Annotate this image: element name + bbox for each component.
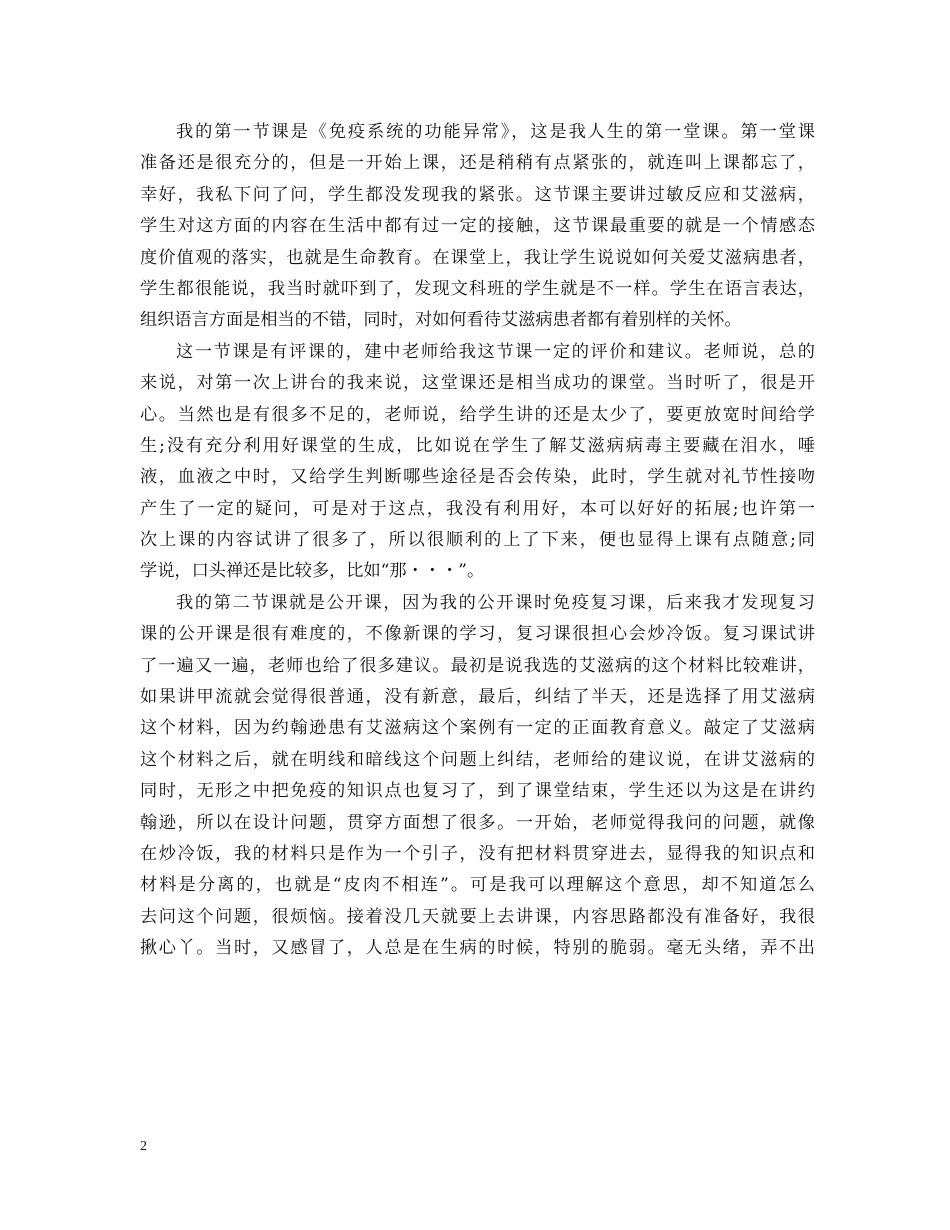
paragraph-1-line-1: 我的第一节课是《免疫系统的功能异常》，这是我人生的第一堂课。第一堂课	[176, 122, 815, 142]
body-text	[140, 117, 815, 965]
paragraph-1-line-2: 准备还是很充分的，但是一开始上课，还是稍稍有点紧张的，就连叫上课都忘了，	[140, 153, 815, 174]
page-number: 2	[140, 1139, 147, 1154]
paragraph-3-line-11: 去问这个问题，很烦恼。接着没几天就要上去讲课，内容思路都没有准备好，我很	[140, 906, 815, 927]
paragraph-1-line-5: 度价值观的落实，也就是生命教育。在课堂上，我让学生说说如何关爱艾滋病患者，	[140, 247, 815, 268]
paragraph-3-line-9: 在炒冷饭，我的材料只是作为一个引子，没有把材料贯穿进去，显得我的知识点和	[140, 843, 815, 864]
paragraph-3-line-7: 同时，无形之中把免疫的知识点也复习了，到了课堂结束，学生还以为这是在讲约	[140, 781, 815, 802]
paragraph-3-line-2: 课的公开课是很有难度的，不像新课的学习，复习课很担心会炒冷饭。复习课试讲	[140, 624, 815, 645]
paragraph-3-line-4: 如果讲甲流就会觉得很普通，没有新意，最后，纠结了半天，还是选择了用艾滋病	[140, 687, 815, 708]
paragraph-2-line-5: 液，血液之中时，又给学生判断哪些途径是否会传染，此时，学生就对礼节性接吻	[140, 467, 815, 488]
paragraph-2-line-2: 来说，对第一次上讲台的我来说，这堂课还是相当成功的课堂。当时听了，很是开	[140, 373, 815, 394]
paragraph-3-line-5: 这个材料，因为约翰逊患有艾滋病这个案例有一定的正面教育意义。敲定了艾滋病	[140, 718, 815, 739]
paragraph-1-line-4: 学生对这方面的内容在生活中都有过一定的接触，这节课最重要的就是一个情感态	[140, 216, 815, 237]
paragraph-3-line-10: 材料是分离的，也就是“皮肉不相连”。可是我可以理解这个意思，却不知道怎么	[140, 875, 815, 896]
paragraph-2-line-1: 这一节课是有评课的，建中老师给我这节课一定的评价和建议。老师说，总的	[176, 341, 815, 362]
paragraph-3-line-6: 这个材料之后，就在明线和暗线这个问题上纠结，老师给的建议说，在讲艾滋病的	[140, 749, 815, 770]
paragraph-1-line-3: 幸好，我私下问了问，学生都没发现我的紧张。这节课主要讲过敏反应和艾滋病，	[140, 184, 815, 205]
paragraph-3-line-12: 揪心丫。当时，又感冒了，人总是在生病的时候，特别的脆弱。毫无头绪，弄不出	[140, 938, 815, 959]
paragraph-3-line-8: 翰逊，所以在设计问题，贯穿方面想了很多。一开始，老师觉得我问的问题，就像	[140, 812, 815, 833]
paragraph-2-line-4: 生;没有充分利用好课堂的生成，比如说在学生了解艾滋病病毒主要藏在泪水，唾	[140, 435, 815, 456]
paragraph-1-line-6: 学生都很能说，我当时就吓到了，发现文科班的学生就是不一样。学生在语言表达，	[140, 278, 815, 299]
paragraph-1-line-7: 组织语言方面是相当的不错，同时，对如何看待艾滋病患者都有着别样的关怀。	[140, 310, 742, 331]
paragraph-2-line-6: 产生了一定的疑问，可是对于这点，我没有利用好，本可以好好的拓展;也许第一	[140, 498, 815, 519]
paragraph-3-line-1: 我的第二节课就是公开课，因为我的公开课时免疫复习课，后来我才发现复习	[176, 592, 815, 613]
paragraph-3-line-3: 了一遍又一遍，老师也给了很多建议。最初是说我选的艾滋病的这个材料比较难讲，	[140, 655, 815, 676]
paragraph-2-line-7: 次上课的内容试讲了很多了，所以很顺利的上了下来，便也显得上课有点随意;同	[140, 530, 815, 551]
paragraph-2-line-8: 学说，口头禅还是比较多，比如“那・・・”。	[140, 561, 485, 582]
paragraph-2-line-3: 心。当然也是有很多不足的，老师说，给学生讲的还是太少了，要更放宽时间给学	[140, 404, 815, 425]
